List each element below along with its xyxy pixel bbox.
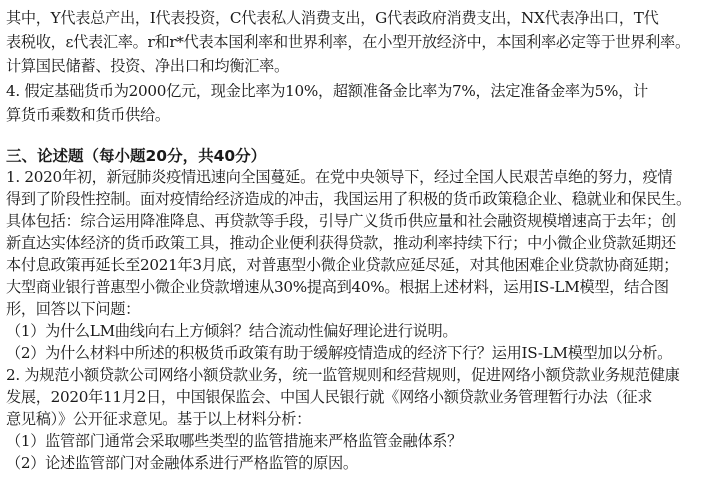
essay-2-sub-question-2: （2）论述监管部门对金融体系进行严格监管的原因。 <box>6 454 358 472</box>
essay-1-line-4: 新直达实体经济的货币政策工具，推动企业便利获得贷款，推动利率持续下行；中小微企业贷款延期还 <box>6 234 676 252</box>
intro-line-3: 计算国民储蓄、投资、净出口和均衡汇率。 <box>6 57 289 75</box>
question-4-line-1: 4. 假定基础货币为2000亿元，现金比率为10%，超额准备金比率为7%，法定准备金率为5%，计 <box>6 82 648 100</box>
essay-1-line-5: 本付息政策再延长至2021年3月底，对普惠型小微企业贷款应延尽延，对其他困难企业贷款协商延期； <box>6 256 679 274</box>
essay-1-line-3: 具体包括：综合运用降准降息、再贷款等手段，引导广义货币供应量和社会融资规模增速高于去年；创 <box>6 212 676 230</box>
section-heading: 三、论述题（每小题20分，共40分） <box>6 147 267 165</box>
essay-1-line-6: 大型商业银行普惠型小微企业贷款增速从30%提高到40%。根据上述材料，运用IS-LM模型，结合图 <box>6 278 669 296</box>
essay-1-line-7: 形，回答以下问题： <box>6 300 140 318</box>
essay-2-line-2: 发展，2020年11月2日，中国银保监会、中国人民银行就《网络小额贷款业务管理暂行办法（征求 <box>6 388 653 406</box>
essay-1-line-1: 1. 2020年初，新冠肺炎疫情迅速向全国蔓延。在党中央领导下，经过全国人民艰苦卓绝的努力，疫情 <box>6 168 673 186</box>
essay-1-sub-question-2: （2）为什么材料中所述的积极货币政策有助于缓解疫情造成的经济下行？运用IS-LM模型加以分析。 <box>6 344 672 362</box>
intro-line-2: 表税收，ε代表汇率。r和r*代表本国利率和世界利率，在小型开放经济中，本国利率必定等于世界利率。 <box>6 33 690 51</box>
question-4-line-2: 算货币乘数和货币供给。 <box>6 106 170 124</box>
essay-2-sub-question-1: （1）监管部门通常会采取哪些类型的监管措施来严格监管金融体系？ <box>6 432 462 450</box>
essay-2-line-3: 意见稿）》公开征求意见。基于以上材料分析： <box>6 410 312 428</box>
essay-1-line-2: 得到了阶段性控制。面对疫情给经济造成的冲击，我国运用了积极的货币政策稳企业、稳就业和保民生。 <box>6 190 691 208</box>
intro-line-1: 其中，Y代表总产出，I代表投资，C代表私人消费支出，G代表政府消费支出，NX代表净出口，T代 <box>6 9 659 27</box>
essay-2-line-1: 2. 为规范小额贷款公司网络小额贷款业务，统一监管规则和经营规则，促进网络小额贷款业务规范健康 <box>6 366 680 384</box>
essay-1-sub-question-1: （1）为什么LM曲线向右上方倾斜？结合流动性偏好理论进行说明。 <box>6 322 458 340</box>
